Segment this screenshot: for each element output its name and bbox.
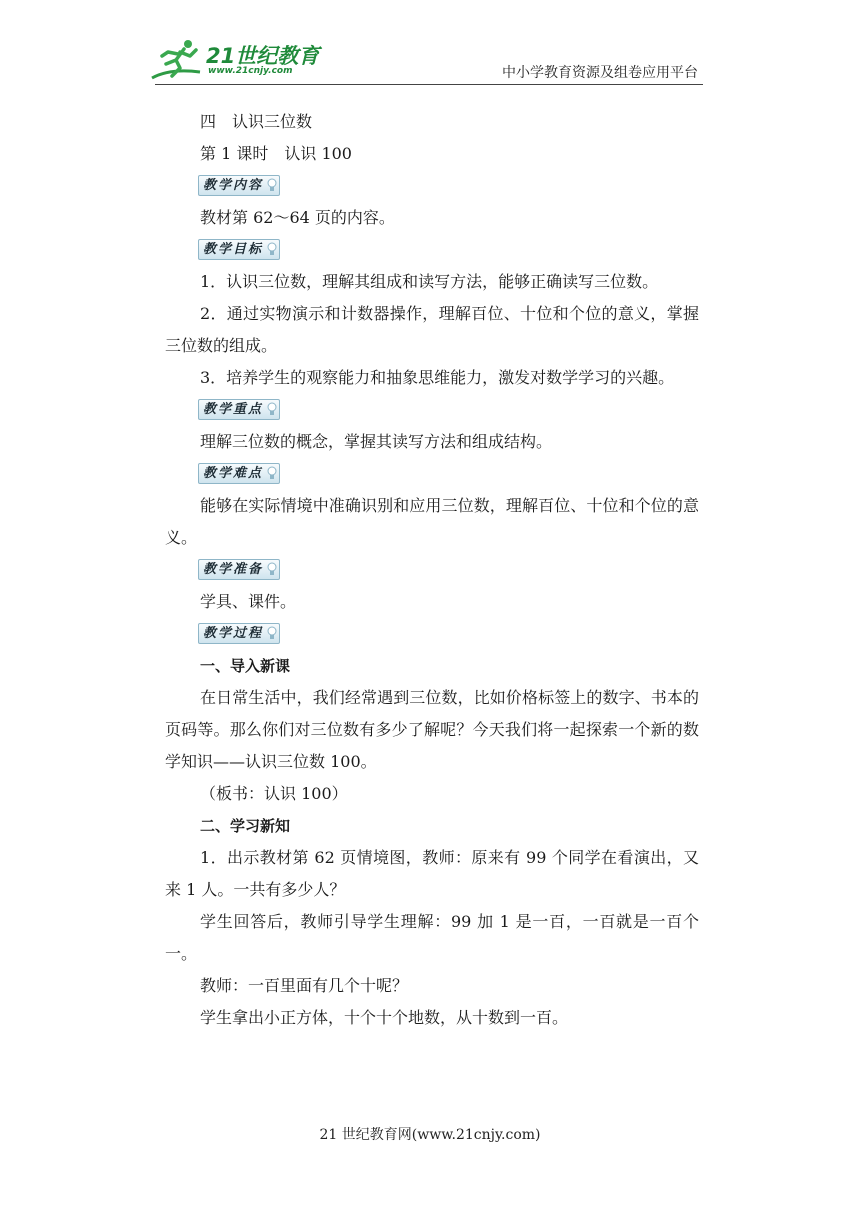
activity-paragraph: 学生拿出小正方体，十个十个地数，从十数到一百。 xyxy=(200,1008,569,1027)
tag-row-process xyxy=(165,618,699,650)
section-tag-label: 教学难点 xyxy=(203,466,264,481)
tag-row-content xyxy=(165,170,699,202)
lightbulb-icon xyxy=(267,402,277,417)
section-heading: 二、学习新知 xyxy=(200,817,291,835)
logo-url: www.21cnjy.com xyxy=(208,66,293,76)
intro-paragraph: 在日常生活中，我们经常遇到三位数，比如价格标签上的数字、书本的页码等。那么你们对三位数有多少了解呢？今天我们将一起探索一个新的数学知识——认识三位数 100。 xyxy=(165,688,699,771)
goal-item: 3．培养学生的观察能力和抽象思维能力，激发对数学学习的兴趣。 xyxy=(200,368,675,387)
section-tag xyxy=(198,463,280,484)
runner-logo-icon xyxy=(150,38,206,82)
lightbulb-icon xyxy=(267,242,277,257)
section-heading: 一、导入新课 xyxy=(200,657,291,675)
tag-row-key xyxy=(165,394,699,426)
unit-title: 四 认识三位数 xyxy=(200,112,313,131)
activity-paragraph: 学生回答后，教师引导学生理解：99 加 1 是一百，一百就是一百个一。 xyxy=(165,912,699,963)
section-tag xyxy=(198,399,280,420)
content-text: 教材第 62～64 页的内容。 xyxy=(200,208,395,227)
goal-item: 2．通过实物演示和计数器操作，理解百位、十位和个位的意义，掌握三位数的组成。 xyxy=(165,304,699,355)
document-body xyxy=(165,106,699,1034)
activity-paragraph: 1．出示教材第 62 页情境图，教师：原来有 99 个同学在看演出，又来 1 人。一共有多少人？ xyxy=(165,848,699,899)
tag-row-goals xyxy=(165,234,699,266)
lightbulb-icon xyxy=(267,178,277,193)
lesson-title: 第 1 课时 认识 100 xyxy=(200,144,352,163)
section-tag xyxy=(198,559,280,580)
lightbulb-icon xyxy=(267,562,277,577)
tag-row-prep xyxy=(165,554,699,586)
section-tag xyxy=(198,175,280,196)
tag-row-difficult xyxy=(165,458,699,490)
goal-item: 1．认识三位数，理解其组成和读写方法，能够正确读写三位数。 xyxy=(200,272,659,291)
section-tag-label: 教学内容 xyxy=(203,178,264,193)
page-footer: 21 世纪教育网(www.21cnjy.com) xyxy=(319,1127,541,1143)
activity-paragraph: 教师：一百里面有几个十呢？ xyxy=(200,976,409,995)
section-tag-label: 教学过程 xyxy=(203,626,264,641)
page-header xyxy=(0,0,860,90)
section-tag-label: 教学重点 xyxy=(203,402,264,417)
section-tag-label: 教学准备 xyxy=(203,562,264,577)
difficult-text: 能够在实际情境中准确识别和应用三位数，理解百位、十位和个位的意义。 xyxy=(165,496,699,547)
section-tag xyxy=(198,623,280,644)
key-text: 理解三位数的概念，掌握其读写方法和组成结构。 xyxy=(200,432,553,451)
logo-text: 21世纪教育 xyxy=(206,44,320,68)
prep-text: 学具、课件。 xyxy=(200,592,297,611)
lightbulb-icon xyxy=(267,466,277,481)
section-tag-label: 教学目标 xyxy=(203,242,264,257)
header-divider xyxy=(155,84,703,85)
section-tag xyxy=(198,239,280,260)
lightbulb-icon xyxy=(267,626,277,641)
site-logo[interactable] xyxy=(150,38,320,82)
platform-name: 中小学教育资源及组卷应用平台 xyxy=(502,65,698,81)
board-note: （板书：认识 100） xyxy=(200,784,348,803)
